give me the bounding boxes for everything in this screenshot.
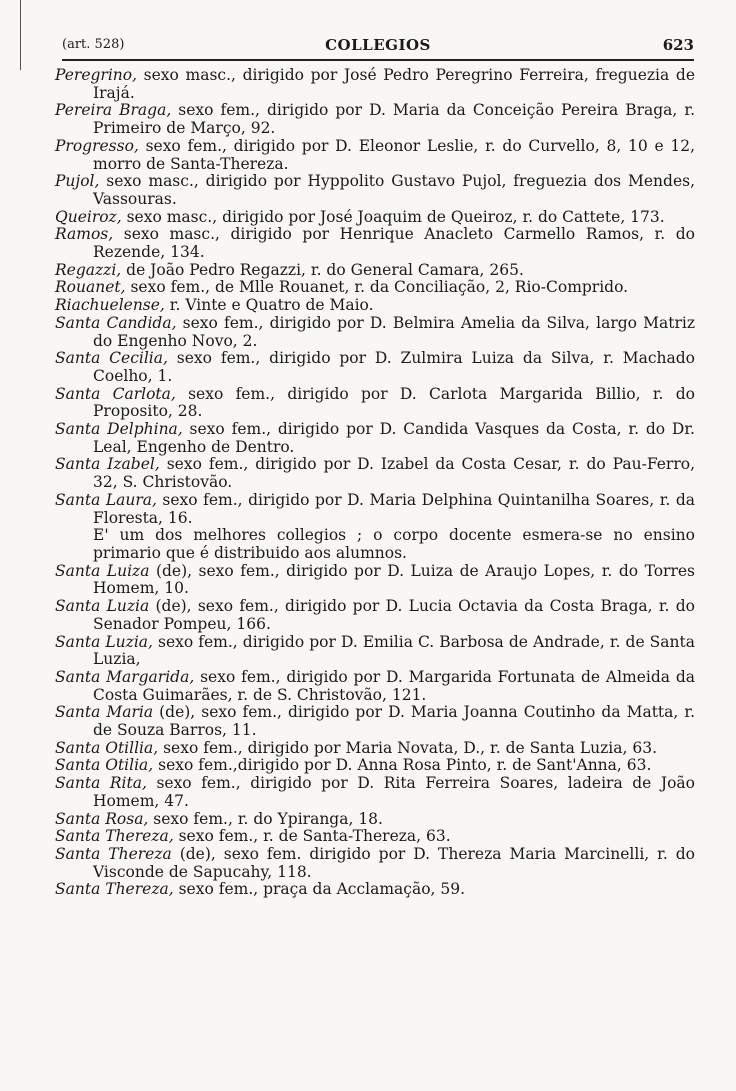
list-item xyxy=(55,704,695,739)
entry-name: Queiroz, xyxy=(55,207,122,226)
entry-text: sexo fem., praça da Acclamação, 59. xyxy=(173,880,466,899)
entry-text: sexo masc., dirigido por Henrique Anacleto Carmello Ramos, r. do Rezende, 134. xyxy=(93,225,695,262)
entry-name: Santa Candida, xyxy=(55,313,177,332)
entry-text: (de), sexo fem. dirigido por D. Thereza Maria Marcinelli, r. do Visconde de Sapucahy, 118. xyxy=(93,844,695,881)
entry-text: sexo fem., dirigido por D. Maria da Conceição Pereira Braga, r. Primeiro de Março, 92. xyxy=(93,101,695,138)
entry-list xyxy=(55,67,695,899)
entry-text: sexo fem., r. do Ypiranga, 18. xyxy=(148,809,383,828)
entry-text: E' um dos melhores collegios ; o corpo docente esmera-se no ensino primario que é distribuido aos alumnos. xyxy=(93,526,695,562)
list-item xyxy=(55,226,695,261)
entry-name: Santa Thereza, xyxy=(55,827,174,846)
page-title: COLLEGIOS xyxy=(325,36,431,54)
page-number: 623 xyxy=(662,36,694,54)
list-item xyxy=(55,757,695,775)
list-item xyxy=(55,456,695,491)
entry-text: sexo fem., r. de Santa-Thereza, 63. xyxy=(173,827,451,846)
entry-text: sexo fem., dirigido por D. Izabel da Costa Cesar, r. do Pau-Ferro, 32, S. Christovão. xyxy=(93,455,696,492)
list-item xyxy=(55,846,695,881)
list-item xyxy=(55,386,695,421)
entry-text: sexo fem., dirigido por D. Carlota Margarida Billio, r. do Proposito, 28. xyxy=(93,384,696,421)
entry-name: Pereira Braga, xyxy=(55,101,172,120)
entry-text: (de), sexo fem., dirigido por D. Luiza de Araujo Lopes, r. do Torres Homem, 10. xyxy=(93,561,695,598)
entry-name: Santa Rita, xyxy=(55,774,147,793)
header-rule xyxy=(62,59,694,61)
list-item xyxy=(55,315,695,350)
entry-name: Santa Luzia xyxy=(55,597,150,616)
list-item xyxy=(55,350,695,385)
entry-name: Pujol, xyxy=(55,172,100,191)
list-item xyxy=(55,740,695,758)
list-item xyxy=(55,775,695,810)
list-item xyxy=(55,811,695,829)
entry-text: r. Vinte e Quatro de Maio. xyxy=(164,296,374,315)
entry-text: sexo fem., dirigido por D. Margarida Fortunata de Almeida da Costa Guimarães, r. de S. Christovão, 121. xyxy=(93,667,695,704)
list-item xyxy=(55,262,695,280)
entry-text: sexo fem., dirigido por D. Rita Ferreira Soares, ladeira de João Homem, 47. xyxy=(93,774,696,810)
entry-name: Santa Laura, xyxy=(55,490,157,509)
entry-name: Santa Delphina, xyxy=(55,420,183,439)
entry-text: sexo fem., dirigido por D. Emilia C. Barbosa de Andrade, r. de Santa Luzia, xyxy=(93,632,695,669)
list-item xyxy=(55,67,695,102)
entry-text: (de), sexo fem., dirigido por D. Lucia Octavia da Costa Braga, r. do Senador Pompeu, 166. xyxy=(93,597,695,633)
entry-text: sexo fem., dirigido por D. Belmira Amelia da Silva, largo Matriz do Engenho Novo, 2. xyxy=(93,313,695,350)
list-item xyxy=(55,563,695,598)
entry-name: Ramos, xyxy=(55,225,114,244)
entry-text: sexo fem., dirigido por D. Maria Delphina Quintanilha Soares, r. da Floresta, 16. xyxy=(93,490,695,527)
entry-name: Rouanet, xyxy=(55,278,126,297)
section-reference: (art. 528) xyxy=(62,37,125,52)
entry-text: (de), sexo fem., dirigido por D. Maria Joanna Coutinho da Matta, r. de Souza Barros, 11. xyxy=(93,703,695,740)
entry-name: Santa Thereza, xyxy=(55,880,174,899)
list-item xyxy=(55,421,695,456)
entry-text: sexo fem., de Mlle Rouanet, r. da Conciliação, 2, Rio-Comprido. xyxy=(125,278,629,297)
entry-name: Regazzi, xyxy=(55,260,122,279)
entry-name: Santa Margarida, xyxy=(55,667,195,686)
entry-name: Santa Cecilia, xyxy=(55,349,168,368)
list-item xyxy=(55,102,695,137)
list-item xyxy=(55,279,695,297)
list-item xyxy=(55,828,695,846)
page-edge-line xyxy=(20,0,21,70)
entry-name: Peregrino, xyxy=(55,66,138,84)
entry-name: Santa Rosa, xyxy=(55,809,149,828)
entry-text: sexo fem., dirigido por D. Zulmira Luiza da Silva, r. Machado Coelho, 1. xyxy=(93,349,695,385)
list-item xyxy=(55,634,695,669)
page-header xyxy=(62,32,694,58)
entry-name: Santa Izabel, xyxy=(55,455,160,474)
entry-text: sexo fem., dirigido por D. Eleonor Leslie, r. do Curvello, 8, 10 e 12, morro de Santa-Thereza. xyxy=(93,136,695,173)
entry-name: Santa Thereza xyxy=(55,844,172,863)
list-item xyxy=(55,598,695,633)
entry-text: sexo fem., dirigido por Maria Novata, D., r. de Santa Luzia, 63. xyxy=(158,738,657,757)
entry-text: sexo masc., dirigido por José Pedro Peregrino Ferreira, freguezia de Irajá. xyxy=(93,66,695,102)
list-item xyxy=(55,669,695,704)
list-item xyxy=(55,492,695,527)
entry-note xyxy=(55,527,695,562)
entry-name: Santa Maria xyxy=(55,703,154,722)
entry-text: de João Pedro Regazzi, r. do General Camara, 265. xyxy=(121,260,524,279)
entry-text: sexo fem., dirigido por D. Candida Vasques da Costa, r. do Dr. Leal, Engenho de Dentro. xyxy=(93,420,695,456)
list-item xyxy=(55,138,695,173)
entry-name: Santa Luiza xyxy=(55,561,150,580)
entry-name: Progresso, xyxy=(55,136,139,155)
entry-text: sexo masc., dirigido por José Joaquim de Queiroz, r. do Cattete, 173. xyxy=(121,207,665,226)
list-item xyxy=(55,209,695,227)
entry-name: Santa Otilia, xyxy=(55,756,154,775)
entry-name: Santa Luzia, xyxy=(55,632,153,651)
entry-name: Santa Otillia, xyxy=(55,738,159,757)
entry-text: sexo masc., dirigido por Hyppolito Gustavo Pujol, freguezia dos Mendes, Vassouras. xyxy=(93,172,695,208)
list-item xyxy=(55,881,695,899)
list-item xyxy=(55,173,695,208)
entry-text: sexo fem.,dirigido por D. Anna Rosa Pinto, r. de Sant'Anna, 63. xyxy=(153,756,652,775)
entry-name: Santa Carlota, xyxy=(55,384,176,403)
entry-name: Riachuelense, xyxy=(55,296,165,315)
list-item xyxy=(55,297,695,315)
